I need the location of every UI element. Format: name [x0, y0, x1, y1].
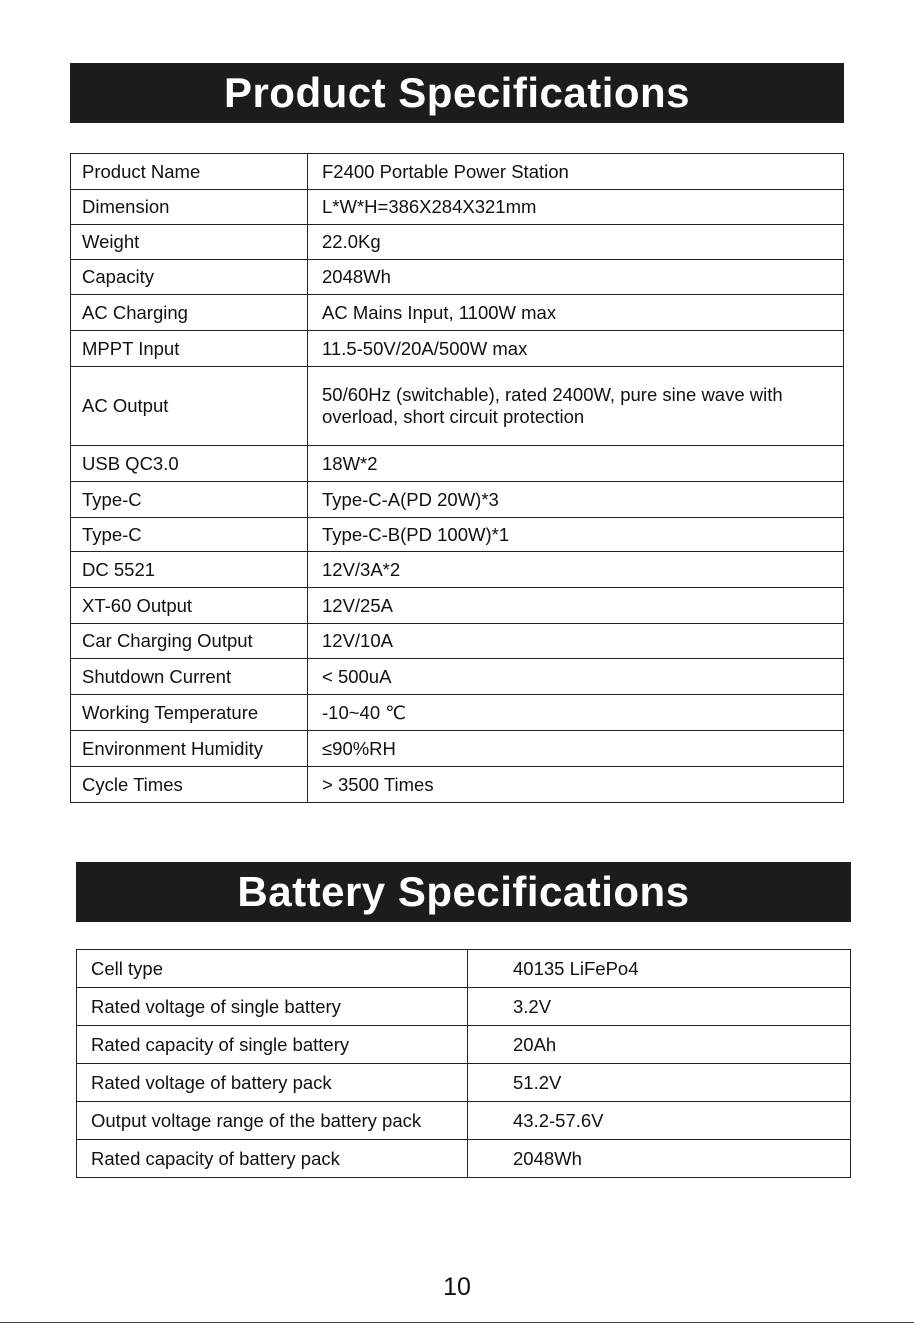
spec-value: ≤90%RH — [308, 731, 844, 767]
spec-value: 18W*2 — [308, 446, 844, 482]
spec-value: > 3500 Times — [308, 767, 844, 803]
table-row — [71, 659, 844, 695]
table-row — [71, 518, 844, 552]
battery-spec-value: 43.2-57.6V — [468, 1102, 851, 1140]
spec-label: USB QC3.0 — [71, 446, 308, 482]
battery-spec-value: 51.2V — [468, 1064, 851, 1102]
spec-value: F2400 Portable Power Station — [308, 154, 844, 190]
product-specifications-table — [70, 153, 844, 803]
page-number: 10 — [443, 1273, 471, 1301]
spec-value: Type-C-A(PD 20W)*3 — [308, 482, 844, 518]
table-row — [71, 731, 844, 767]
spec-value: 11.5-50V/20A/500W max — [308, 331, 844, 367]
spec-value: 12V/25A — [308, 588, 844, 624]
table-row — [71, 154, 844, 190]
table-row — [71, 331, 844, 367]
spec-value: 2048Wh — [308, 260, 844, 295]
battery-specifications-heading: Battery Specifications — [76, 862, 851, 922]
spec-value: 22.0Kg — [308, 225, 844, 260]
spec-label: Weight — [71, 225, 308, 260]
spec-label: Shutdown Current — [71, 659, 308, 695]
spec-label: Capacity — [71, 260, 308, 295]
spec-label: AC Charging — [71, 295, 308, 331]
table-row — [77, 1064, 851, 1102]
spec-label: AC Output — [71, 367, 308, 446]
table-row — [77, 950, 851, 988]
battery-spec-value: 20Ah — [468, 1026, 851, 1064]
spec-value: AC Mains Input, 1100W max — [308, 295, 844, 331]
table-row — [71, 190, 844, 225]
battery-spec-label: Cell type — [77, 950, 468, 988]
spec-value: 50/60Hz (switchable), rated 2400W, pure sine wave with overload, short circuit protection — [308, 367, 844, 446]
battery-spec-label: Output voltage range of the battery pack — [77, 1102, 468, 1140]
spec-label: DC 5521 — [71, 552, 308, 588]
spec-label: Type-C — [71, 482, 308, 518]
table-row — [71, 624, 844, 659]
table-row — [71, 225, 844, 260]
battery-spec-label: Rated voltage of single battery — [77, 988, 468, 1026]
table-row — [77, 1140, 851, 1178]
spec-label: Type-C — [71, 518, 308, 552]
spec-label: Environment Humidity — [71, 731, 308, 767]
table-row — [71, 767, 844, 803]
spec-value: 12V/10A — [308, 624, 844, 659]
spec-label: MPPT Input — [71, 331, 308, 367]
product-specifications-heading: Product Specifications — [70, 63, 844, 123]
table-row — [71, 260, 844, 295]
spec-value: Type-C-B(PD 100W)*1 — [308, 518, 844, 552]
table-row — [77, 1102, 851, 1140]
table-row — [77, 1026, 851, 1064]
spec-label: Working Temperature — [71, 695, 308, 731]
spec-label: Dimension — [71, 190, 308, 225]
table-row — [71, 482, 844, 518]
spec-value: < 500uA — [308, 659, 844, 695]
table-row — [71, 695, 844, 731]
battery-spec-label: Rated capacity of single battery — [77, 1026, 468, 1064]
spec-value: -10~40 ℃ — [308, 695, 844, 731]
table-row — [71, 552, 844, 588]
table-row — [71, 588, 844, 624]
battery-spec-value: 3.2V — [468, 988, 851, 1026]
spec-label: XT-60 Output — [71, 588, 308, 624]
spec-value: 12V/3A*2 — [308, 552, 844, 588]
spec-label: Product Name — [71, 154, 308, 190]
battery-spec-label: Rated capacity of battery pack — [77, 1140, 468, 1178]
spec-value: L*W*H=386X284X321mm — [308, 190, 844, 225]
table-row — [71, 446, 844, 482]
battery-specifications-table — [76, 949, 851, 1178]
spec-label: Car Charging Output — [71, 624, 308, 659]
battery-spec-value: 40135 LiFePo4 — [468, 950, 851, 988]
spec-label: Cycle Times — [71, 767, 308, 803]
table-row — [71, 367, 844, 446]
table-row — [71, 295, 844, 331]
battery-spec-value: 2048Wh — [468, 1140, 851, 1178]
table-row — [77, 988, 851, 1026]
bottom-divider — [0, 1322, 914, 1323]
battery-spec-label: Rated voltage of battery pack — [77, 1064, 468, 1102]
